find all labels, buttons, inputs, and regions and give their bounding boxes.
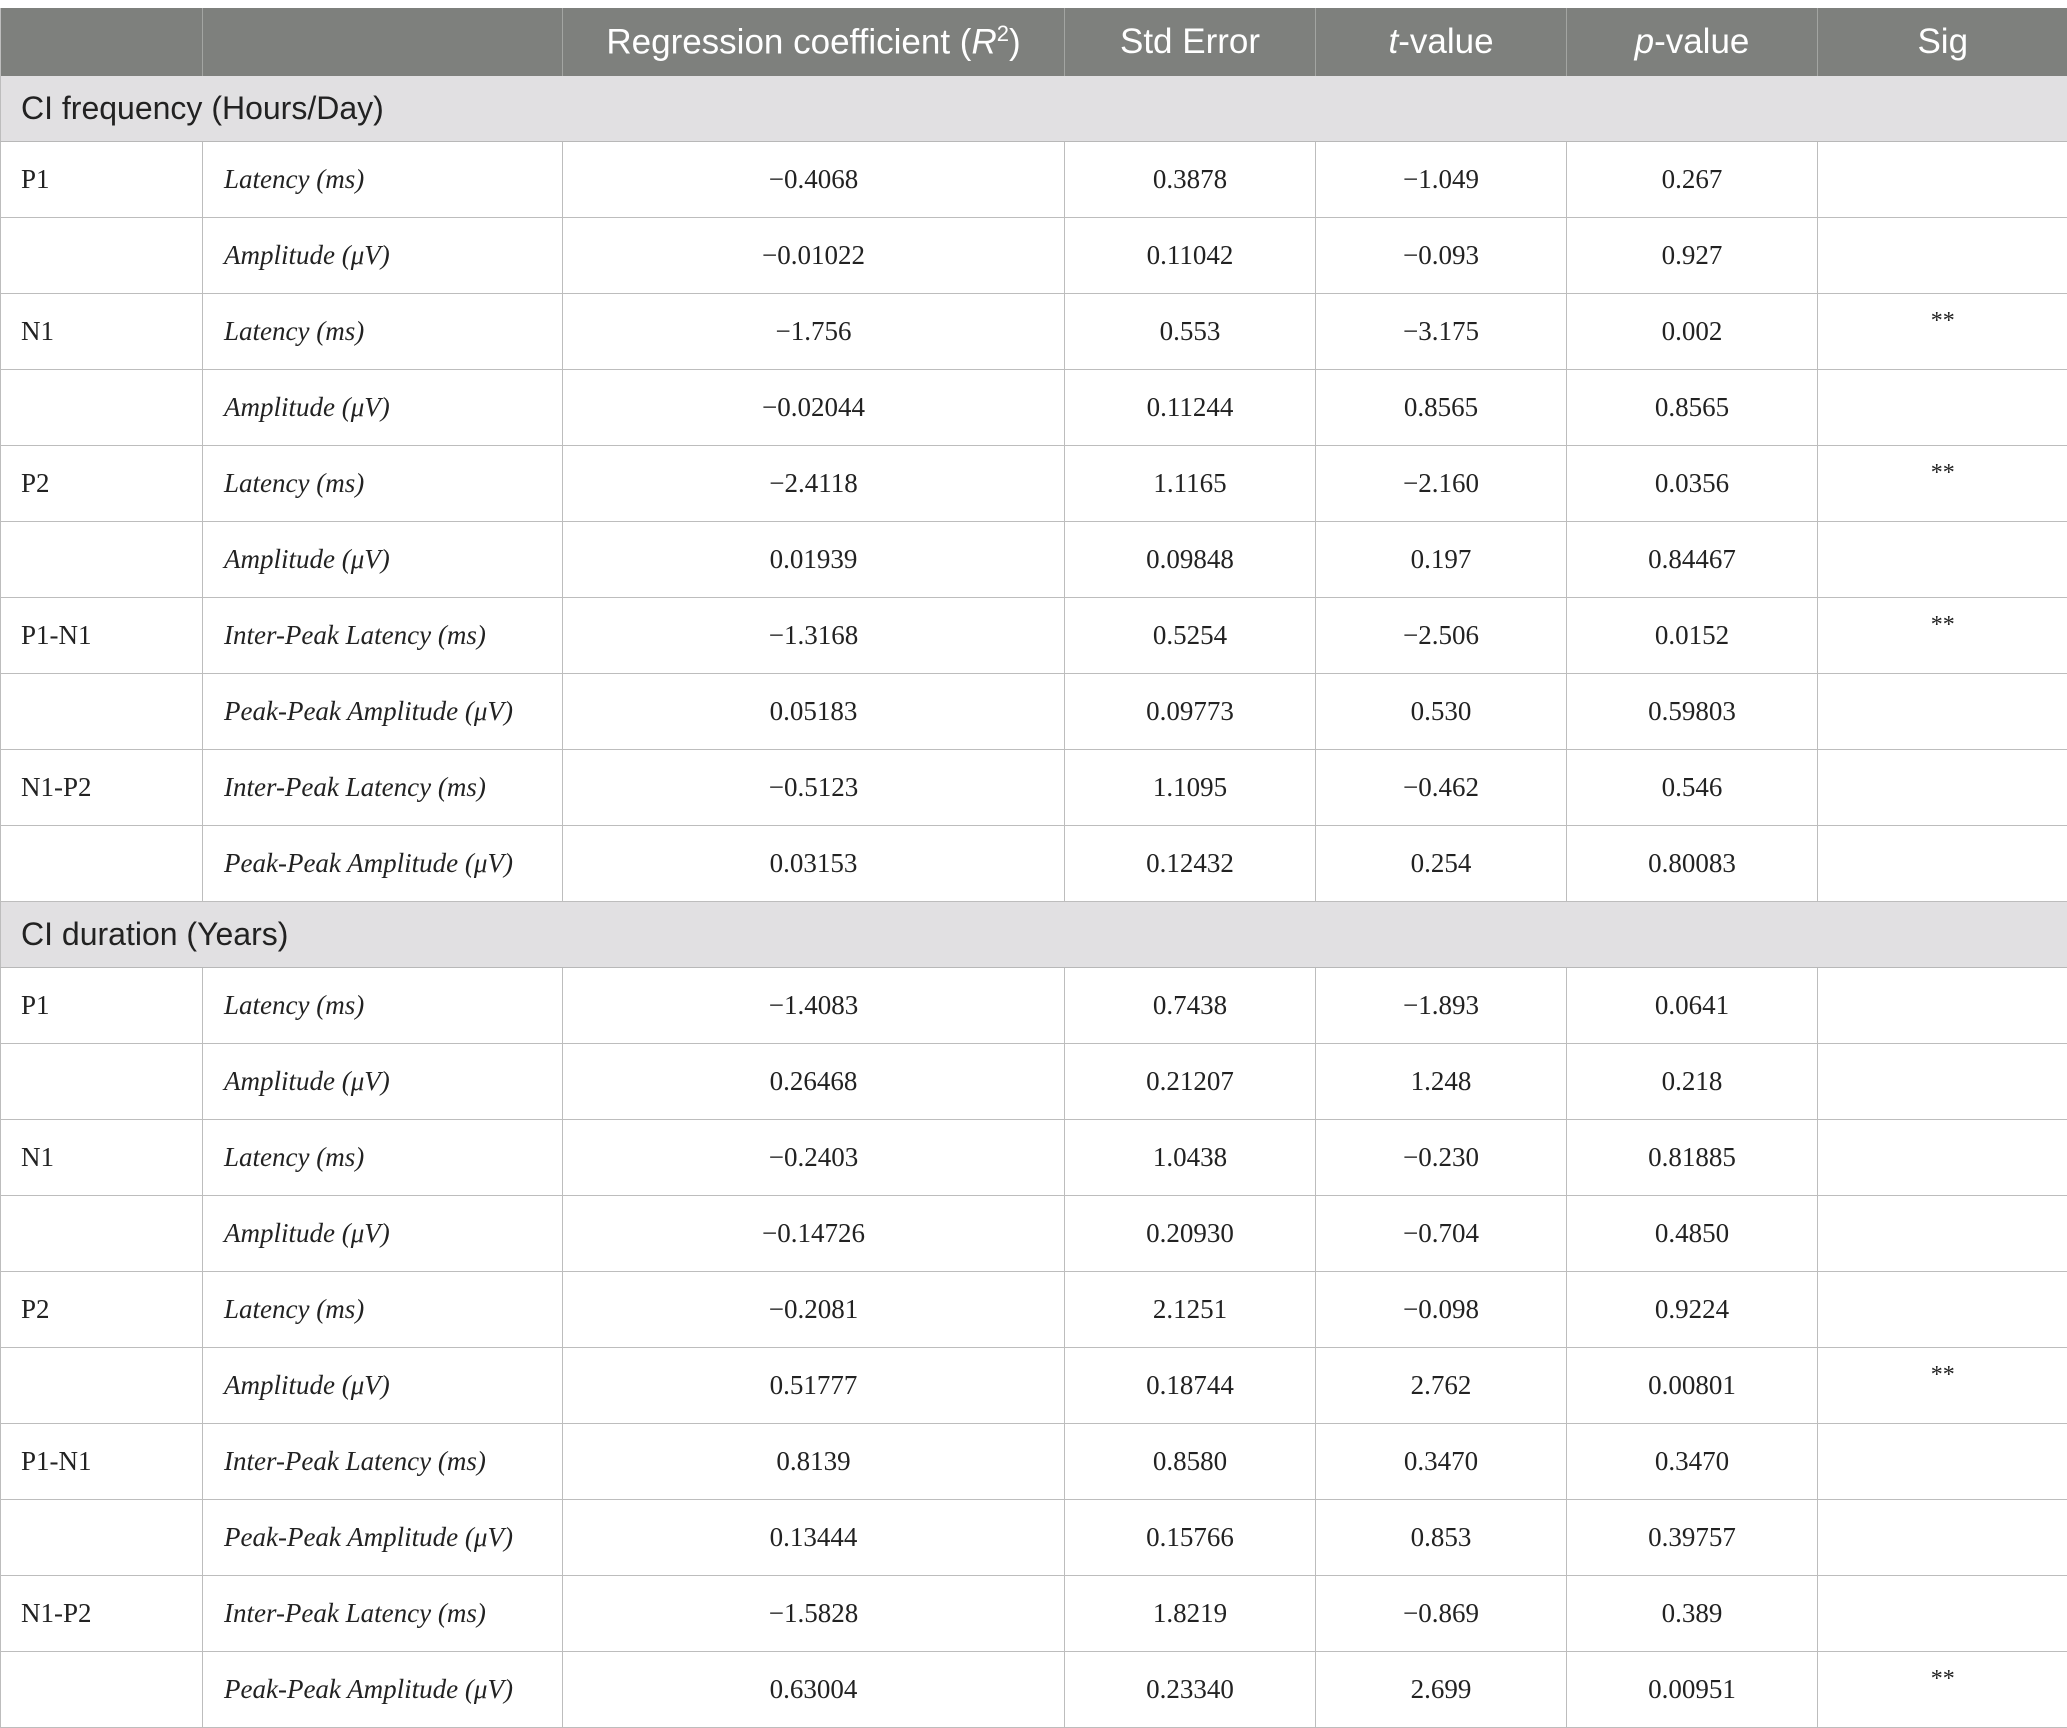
header-component (1, 8, 203, 76)
table-row (1, 750, 2067, 826)
p-value-cell: 0.81885 (1567, 1120, 1818, 1196)
std-error-cell: 0.11244 (1065, 370, 1316, 446)
t-value-cell: 0.8565 (1316, 370, 1567, 446)
std-error-cell: 0.09848 (1065, 522, 1316, 598)
regression-table (0, 8, 2067, 1728)
t-value-cell: −0.098 (1316, 1272, 1567, 1348)
measure-cell: Latency (ms) (203, 142, 563, 218)
std-error-cell: 0.553 (1065, 294, 1316, 370)
sig-cell (1818, 1120, 2067, 1196)
sig-cell (1818, 826, 2067, 902)
regression-coefficient-cell: −1.756 (563, 294, 1065, 370)
measure-cell: Amplitude (μV) (203, 1348, 563, 1424)
component-cell: N1-P2 (1, 1576, 203, 1652)
p-value-cell: 0.0356 (1567, 446, 1818, 522)
std-error-cell: 0.12432 (1065, 826, 1316, 902)
t-value-cell: 0.254 (1316, 826, 1567, 902)
component-cell (1, 1044, 203, 1120)
component-cell (1, 1348, 203, 1424)
regression-coefficient-cell: −0.01022 (563, 218, 1065, 294)
measure-cell: Inter-Peak Latency (ms) (203, 1576, 563, 1652)
table-row (1, 1500, 2067, 1576)
t-value-cell: −1.049 (1316, 142, 1567, 218)
p-value-cell: 0.002 (1567, 294, 1818, 370)
component-cell (1, 218, 203, 294)
table-row (1, 598, 2067, 674)
regression-coefficient-cell: −0.02044 (563, 370, 1065, 446)
sig-cell (1818, 674, 2067, 750)
header-regression-coefficient: Regression coefficient $(R^2)$ (563, 8, 1065, 76)
regression-coefficient-cell: 0.13444 (563, 1500, 1065, 1576)
sig-cell (1818, 142, 2067, 218)
std-error-cell: 0.20930 (1065, 1196, 1316, 1272)
component-cell: P2 (1, 1272, 203, 1348)
component-cell: N1 (1, 1120, 203, 1196)
regression-coefficient-cell: 0.63004 (563, 1652, 1065, 1728)
measure-cell: Latency (ms) (203, 968, 563, 1044)
sig-cell (1818, 1196, 2067, 1272)
table-row (1, 1196, 2067, 1272)
component-cell: P1 (1, 142, 203, 218)
measure-cell: Latency (ms) (203, 294, 563, 370)
std-error-cell: 0.5254 (1065, 598, 1316, 674)
measure-cell: Peak-Peak Amplitude (μV) (203, 674, 563, 750)
std-error-cell: 2.1251 (1065, 1272, 1316, 1348)
p-value-cell: 0.218 (1567, 1044, 1818, 1120)
component-cell: P1-N1 (1, 1424, 203, 1500)
table-row (1, 674, 2067, 750)
table-row (1, 218, 2067, 294)
t-value-cell: 0.853 (1316, 1500, 1567, 1576)
p-value-cell: 0.267 (1567, 142, 1818, 218)
std-error-cell: 0.15766 (1065, 1500, 1316, 1576)
t-value-cell: 0.3470 (1316, 1424, 1567, 1500)
sig-cell: ** (1818, 1652, 2067, 1728)
component-cell (1, 522, 203, 598)
t-value-cell: 0.197 (1316, 522, 1567, 598)
measure-cell: Inter-Peak Latency (ms) (203, 750, 563, 826)
p-value-cell: 0.8565 (1567, 370, 1818, 446)
p-value-cell: 0.0152 (1567, 598, 1818, 674)
std-error-cell: 0.3878 (1065, 142, 1316, 218)
p-value-cell: 0.3470 (1567, 1424, 1818, 1500)
header-p-value: p-value (1567, 8, 1818, 76)
table-row (1, 1044, 2067, 1120)
sig-cell (1818, 1576, 2067, 1652)
sig-cell (1818, 370, 2067, 446)
table-row (1, 522, 2067, 598)
p-value-cell: 0.59803 (1567, 674, 1818, 750)
regression-coefficient-cell: −0.2081 (563, 1272, 1065, 1348)
std-error-cell: 1.0438 (1065, 1120, 1316, 1196)
table-row (1, 1272, 2067, 1348)
p-value-cell: 0.0641 (1567, 968, 1818, 1044)
regression-coefficient-cell: −0.5123 (563, 750, 1065, 826)
std-error-cell: 0.23340 (1065, 1652, 1316, 1728)
sig-cell (1818, 750, 2067, 826)
std-error-cell: 1.8219 (1065, 1576, 1316, 1652)
t-value-cell: 2.699 (1316, 1652, 1567, 1728)
header-row (1, 8, 2067, 76)
std-error-cell: 1.1095 (1065, 750, 1316, 826)
p-value-cell: 0.4850 (1567, 1196, 1818, 1272)
sig-cell (1818, 1044, 2067, 1120)
measure-cell: Amplitude (μV) (203, 218, 563, 294)
table-row (1, 370, 2067, 446)
sig-cell (1818, 1500, 2067, 1576)
measure-cell: Inter-Peak Latency (ms) (203, 598, 563, 674)
p-value-cell: 0.9224 (1567, 1272, 1818, 1348)
measure-cell: Inter-Peak Latency (ms) (203, 1424, 563, 1500)
regression-coefficient-cell: −0.14726 (563, 1196, 1065, 1272)
table-row (1, 446, 2067, 522)
t-value-cell: −0.230 (1316, 1120, 1567, 1196)
std-error-cell: 1.1165 (1065, 446, 1316, 522)
t-value-cell: 0.530 (1316, 674, 1567, 750)
regression-coefficient-cell: −1.4083 (563, 968, 1065, 1044)
t-value-cell: −0.704 (1316, 1196, 1567, 1272)
component-cell: N1 (1, 294, 203, 370)
section-header-row (1, 76, 2067, 142)
measure-cell: Amplitude (μV) (203, 1196, 563, 1272)
sig-cell (1818, 1424, 2067, 1500)
regression-coefficient-cell: 0.51777 (563, 1348, 1065, 1424)
regression-coefficient-cell: 0.03153 (563, 826, 1065, 902)
component-cell: P1-N1 (1, 598, 203, 674)
std-error-cell: 0.18744 (1065, 1348, 1316, 1424)
regression-coefficient-cell: −0.4068 (563, 142, 1065, 218)
table-row (1, 1348, 2067, 1424)
sig-cell (1818, 968, 2067, 1044)
table-row (1, 294, 2067, 370)
component-cell (1, 1652, 203, 1728)
regression-coefficient-cell: 0.8139 (563, 1424, 1065, 1500)
table-row (1, 142, 2067, 218)
measure-cell: Latency (ms) (203, 446, 563, 522)
section-header-row (1, 902, 2067, 968)
sig-cell: ** (1818, 1348, 2067, 1424)
t-value-cell: 1.248 (1316, 1044, 1567, 1120)
t-value-cell: −1.893 (1316, 968, 1567, 1044)
section-title: CI frequency (Hours/Day) (1, 76, 2067, 142)
sig-cell: ** (1818, 598, 2067, 674)
sig-cell (1818, 218, 2067, 294)
t-value-cell: 2.762 (1316, 1348, 1567, 1424)
regression-coefficient-cell: −0.2403 (563, 1120, 1065, 1196)
measure-cell: Latency (ms) (203, 1272, 563, 1348)
sig-cell (1818, 1272, 2067, 1348)
t-value-cell: −2.506 (1316, 598, 1567, 674)
component-cell (1, 826, 203, 902)
component-cell (1, 370, 203, 446)
component-cell (1, 1500, 203, 1576)
regression-coefficient-cell: −1.5828 (563, 1576, 1065, 1652)
std-error-cell: 0.7438 (1065, 968, 1316, 1044)
table-row (1, 1652, 2067, 1728)
sig-cell (1818, 522, 2067, 598)
p-value-cell: 0.39757 (1567, 1500, 1818, 1576)
component-cell: N1-P2 (1, 750, 203, 826)
t-value-cell: −0.462 (1316, 750, 1567, 826)
table-row (1, 1576, 2067, 1652)
measure-cell: Amplitude (μV) (203, 522, 563, 598)
table-header (1, 8, 2067, 76)
t-value-cell: −3.175 (1316, 294, 1567, 370)
measure-cell: Amplitude (μV) (203, 370, 563, 446)
p-value-cell: 0.00951 (1567, 1652, 1818, 1728)
component-cell: P2 (1, 446, 203, 522)
header-sig: Sig (1818, 8, 2067, 76)
component-cell (1, 674, 203, 750)
component-cell (1, 1196, 203, 1272)
std-error-cell: 0.8580 (1065, 1424, 1316, 1500)
measure-cell: Peak-Peak Amplitude (μV) (203, 1500, 563, 1576)
component-cell: P1 (1, 968, 203, 1044)
p-value-cell: 0.00801 (1567, 1348, 1818, 1424)
measure-cell: Amplitude (μV) (203, 1044, 563, 1120)
measure-cell: Peak-Peak Amplitude (μV) (203, 1652, 563, 1728)
header-measure (203, 8, 563, 76)
t-value-cell: −0.093 (1316, 218, 1567, 294)
sig-cell: ** (1818, 294, 2067, 370)
p-value-cell: 0.80083 (1567, 826, 1818, 902)
regression-coefficient-cell: 0.05183 (563, 674, 1065, 750)
p-value-cell: 0.84467 (1567, 522, 1818, 598)
t-value-cell: −2.160 (1316, 446, 1567, 522)
measure-cell: Latency (ms) (203, 1120, 563, 1196)
regression-coefficient-cell: −1.3168 (563, 598, 1065, 674)
header-std-error: Std Error (1065, 8, 1316, 76)
sig-cell: ** (1818, 446, 2067, 522)
header-t-value: t-value (1316, 8, 1567, 76)
regression-coefficient-cell: 0.01939 (563, 522, 1065, 598)
table-body (1, 76, 2067, 1728)
std-error-cell: 0.11042 (1065, 218, 1316, 294)
table-row (1, 968, 2067, 1044)
regression-coefficient-cell: −2.4118 (563, 446, 1065, 522)
std-error-cell: 0.09773 (1065, 674, 1316, 750)
section-title: CI duration (Years) (1, 902, 2067, 968)
table-row (1, 1424, 2067, 1500)
std-error-cell: 0.21207 (1065, 1044, 1316, 1120)
table-row (1, 1120, 2067, 1196)
p-value-cell: 0.927 (1567, 218, 1818, 294)
t-value-cell: −0.869 (1316, 1576, 1567, 1652)
regression-coefficient-cell: 0.26468 (563, 1044, 1065, 1120)
measure-cell: Peak-Peak Amplitude (μV) (203, 826, 563, 902)
p-value-cell: 0.389 (1567, 1576, 1818, 1652)
table-row (1, 826, 2067, 902)
p-value-cell: 0.546 (1567, 750, 1818, 826)
